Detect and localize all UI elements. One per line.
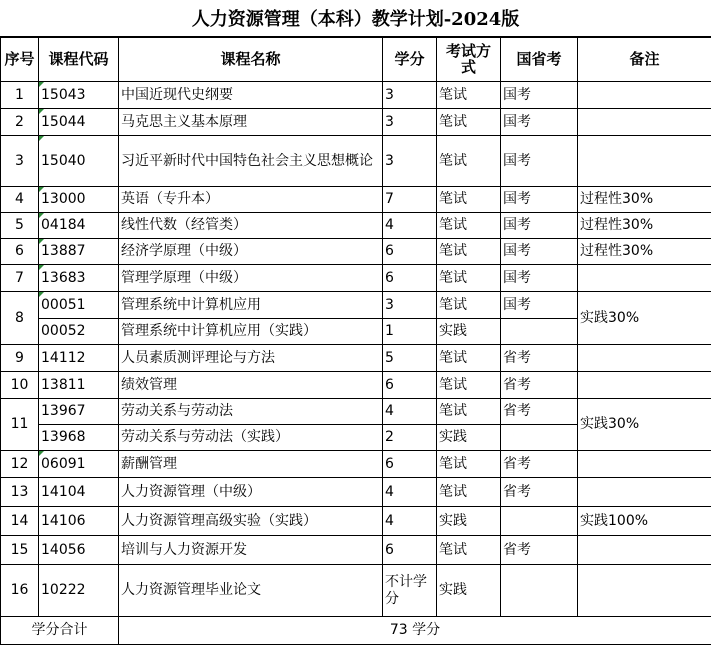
table-row bbox=[1, 507, 711, 536]
cell-credit: 4 bbox=[383, 213, 437, 239]
cell-code: 13683 bbox=[39, 265, 119, 292]
course-table bbox=[0, 37, 711, 645]
cell-national: 省考 bbox=[501, 372, 578, 399]
cell-name: 管理系统中计算机应用 bbox=[119, 292, 383, 319]
cell-code: 10222 bbox=[39, 565, 119, 617]
cell-name: 培训与人力资源开发 bbox=[119, 536, 383, 565]
cell-national bbox=[501, 425, 578, 451]
header-code-label: 课程代码 bbox=[48, 49, 109, 68]
cell-no: 3 bbox=[1, 136, 39, 187]
cell-code: 13968 bbox=[39, 425, 119, 451]
cell-exam: 笔试 bbox=[437, 187, 501, 213]
cell-national: 国考 bbox=[501, 82, 578, 109]
cell-name: 经济学原理（中级） bbox=[119, 239, 383, 265]
cell-name: 绩效管理 bbox=[119, 372, 383, 399]
cell-national: 国考 bbox=[501, 239, 578, 265]
cell-no: 11 bbox=[1, 399, 39, 451]
cell-name: 管理系统中计算机应用（实践） bbox=[119, 319, 383, 345]
table-row bbox=[1, 399, 711, 425]
cell-code: 06091 bbox=[39, 451, 119, 478]
cell-credit: 3 bbox=[383, 109, 437, 136]
header-national: 国省考 bbox=[501, 38, 578, 82]
cell-note bbox=[578, 109, 711, 136]
table-row bbox=[1, 213, 711, 239]
table-row bbox=[1, 239, 711, 265]
cell-no: 8 bbox=[1, 292, 39, 345]
cell-note: 过程性30% bbox=[578, 213, 711, 239]
cell-code: 14106 bbox=[39, 507, 119, 536]
cell-code: 15040 bbox=[39, 136, 119, 187]
cell-exam: 笔试 bbox=[437, 265, 501, 292]
cell-name: 习近平新时代中国特色社会主义思想概论 bbox=[119, 136, 383, 187]
cell-code: 15043 bbox=[39, 82, 119, 109]
cell-no: 14 bbox=[1, 507, 39, 536]
cell-code: 04184 bbox=[39, 213, 119, 239]
cell-name: 人力资源管理毕业论文 bbox=[119, 565, 383, 617]
cell-national: 省考 bbox=[501, 399, 578, 425]
cell-code: 13967 bbox=[39, 399, 119, 425]
header-credit: 学分 bbox=[383, 38, 437, 82]
header-code bbox=[39, 38, 119, 82]
cell-name: 人员素质测评理论与方法 bbox=[119, 345, 383, 372]
summary-row bbox=[1, 617, 711, 645]
cell-exam: 笔试 bbox=[437, 372, 501, 399]
cell-national: 国考 bbox=[501, 136, 578, 187]
cell-credit: 4 bbox=[383, 507, 437, 536]
header-row bbox=[1, 38, 711, 82]
cell-no: 7 bbox=[1, 265, 39, 292]
table-row bbox=[1, 451, 711, 478]
table-row bbox=[1, 478, 711, 507]
cell-national: 国考 bbox=[501, 109, 578, 136]
cell-national: 省考 bbox=[501, 536, 578, 565]
cell-name: 马克思主义基本原理 bbox=[119, 109, 383, 136]
cell-name: 英语（专升本） bbox=[119, 187, 383, 213]
cell-note bbox=[578, 345, 711, 372]
cell-no: 16 bbox=[1, 565, 39, 617]
cell-credit: 1 bbox=[383, 319, 437, 345]
cell-exam: 笔试 bbox=[437, 478, 501, 507]
cell-note: 实践30% bbox=[578, 399, 711, 451]
cell-code: 13000 bbox=[39, 187, 119, 213]
cell-no: 5 bbox=[1, 213, 39, 239]
cell-note bbox=[578, 536, 711, 565]
cell-national: 国考 bbox=[501, 187, 578, 213]
cell-national: 国考 bbox=[501, 292, 578, 319]
cell-credit: 7 bbox=[383, 187, 437, 213]
summary-value: 73 学分 bbox=[119, 617, 711, 645]
cell-credit: 4 bbox=[383, 399, 437, 425]
cell-code: 14112 bbox=[39, 345, 119, 372]
cell-no: 4 bbox=[1, 187, 39, 213]
cell-credit: 3 bbox=[383, 82, 437, 109]
cell-national bbox=[501, 507, 578, 536]
cell-no: 2 bbox=[1, 109, 39, 136]
cell-no: 1 bbox=[1, 82, 39, 109]
cell-note: 过程性30% bbox=[578, 239, 711, 265]
table-row bbox=[1, 372, 711, 399]
cell-code: 14104 bbox=[39, 478, 119, 507]
cell-credit: 不计学分 bbox=[383, 565, 437, 617]
cell-name: 劳动关系与劳动法 bbox=[119, 399, 383, 425]
cell-exam: 笔试 bbox=[437, 345, 501, 372]
cell-exam: 笔试 bbox=[437, 536, 501, 565]
cell-note: 实践100% bbox=[578, 507, 711, 536]
cell-note bbox=[578, 136, 711, 187]
header-exam-label: 考试方式 bbox=[445, 41, 491, 76]
cell-note bbox=[578, 265, 711, 292]
cell-code: 13811 bbox=[39, 372, 119, 399]
table-row bbox=[1, 345, 711, 372]
cell-note bbox=[578, 565, 711, 617]
cell-national: 省考 bbox=[501, 478, 578, 507]
cell-code: 14056 bbox=[39, 536, 119, 565]
cell-credit: 6 bbox=[383, 239, 437, 265]
cell-credit: 6 bbox=[383, 451, 437, 478]
cell-note bbox=[578, 451, 711, 478]
cell-note bbox=[578, 372, 711, 399]
cell-exam: 笔试 bbox=[437, 239, 501, 265]
header-note: 备注 bbox=[578, 38, 711, 82]
cell-note: 过程性30% bbox=[578, 187, 711, 213]
cell-national bbox=[501, 319, 578, 345]
cell-credit: 6 bbox=[383, 372, 437, 399]
cell-name: 人力资源管理（中级） bbox=[119, 478, 383, 507]
header-exam bbox=[437, 38, 501, 82]
cell-code: 00051 bbox=[39, 292, 119, 319]
cell-exam: 笔试 bbox=[437, 82, 501, 109]
cell-credit: 4 bbox=[383, 478, 437, 507]
cell-note bbox=[578, 82, 711, 109]
cell-no: 15 bbox=[1, 536, 39, 565]
cell-national: 省考 bbox=[501, 345, 578, 372]
header-no: 序号 bbox=[1, 38, 39, 82]
cell-code: 00052 bbox=[39, 319, 119, 345]
cell-name: 中国近现代史纲要 bbox=[119, 82, 383, 109]
cell-exam: 实践 bbox=[437, 319, 501, 345]
cell-name: 线性代数（经管类） bbox=[119, 213, 383, 239]
cell-no: 13 bbox=[1, 478, 39, 507]
table-row bbox=[1, 292, 711, 319]
cell-no: 9 bbox=[1, 345, 39, 372]
table-row bbox=[1, 187, 711, 213]
cell-exam: 笔试 bbox=[437, 292, 501, 319]
cell-name: 薪酬管理 bbox=[119, 451, 383, 478]
cell-code: 13887 bbox=[39, 239, 119, 265]
cell-national: 国考 bbox=[501, 265, 578, 292]
cell-no: 6 bbox=[1, 239, 39, 265]
cell-exam: 笔试 bbox=[437, 213, 501, 239]
cell-national: 国考 bbox=[501, 213, 578, 239]
table-row bbox=[1, 109, 711, 136]
cell-national bbox=[501, 565, 578, 617]
cell-credit: 6 bbox=[383, 265, 437, 292]
cell-note: 实践30% bbox=[578, 292, 711, 345]
cell-exam: 实践 bbox=[437, 507, 501, 536]
table-row bbox=[1, 536, 711, 565]
cell-exam: 笔试 bbox=[437, 109, 501, 136]
header-name: 课程名称 bbox=[119, 38, 383, 82]
cell-note bbox=[578, 478, 711, 507]
table-row bbox=[1, 82, 711, 109]
table-row bbox=[1, 565, 711, 617]
cell-national: 省考 bbox=[501, 451, 578, 478]
cell-no: 10 bbox=[1, 372, 39, 399]
cell-exam: 笔试 bbox=[437, 136, 501, 187]
table-row bbox=[1, 265, 711, 292]
cell-exam: 实践 bbox=[437, 565, 501, 617]
summary-label: 学分合计 bbox=[1, 617, 119, 645]
cell-credit: 3 bbox=[383, 136, 437, 187]
table-row bbox=[1, 136, 711, 187]
cell-credit: 5 bbox=[383, 345, 437, 372]
cell-credit: 3 bbox=[383, 292, 437, 319]
cell-code: 15044 bbox=[39, 109, 119, 136]
cell-name: 劳动关系与劳动法（实践） bbox=[119, 425, 383, 451]
cell-exam: 笔试 bbox=[437, 451, 501, 478]
cell-credit: 2 bbox=[383, 425, 437, 451]
page-title: 人力资源管理（本科）教学计划-2024版 bbox=[0, 0, 711, 37]
cell-name: 管理学原理（中级） bbox=[119, 265, 383, 292]
cell-exam: 实践 bbox=[437, 425, 501, 451]
cell-no: 12 bbox=[1, 451, 39, 478]
cell-exam: 笔试 bbox=[437, 399, 501, 425]
cell-name: 人力资源管理高级实验（实践） bbox=[119, 507, 383, 536]
cell-credit: 6 bbox=[383, 536, 437, 565]
